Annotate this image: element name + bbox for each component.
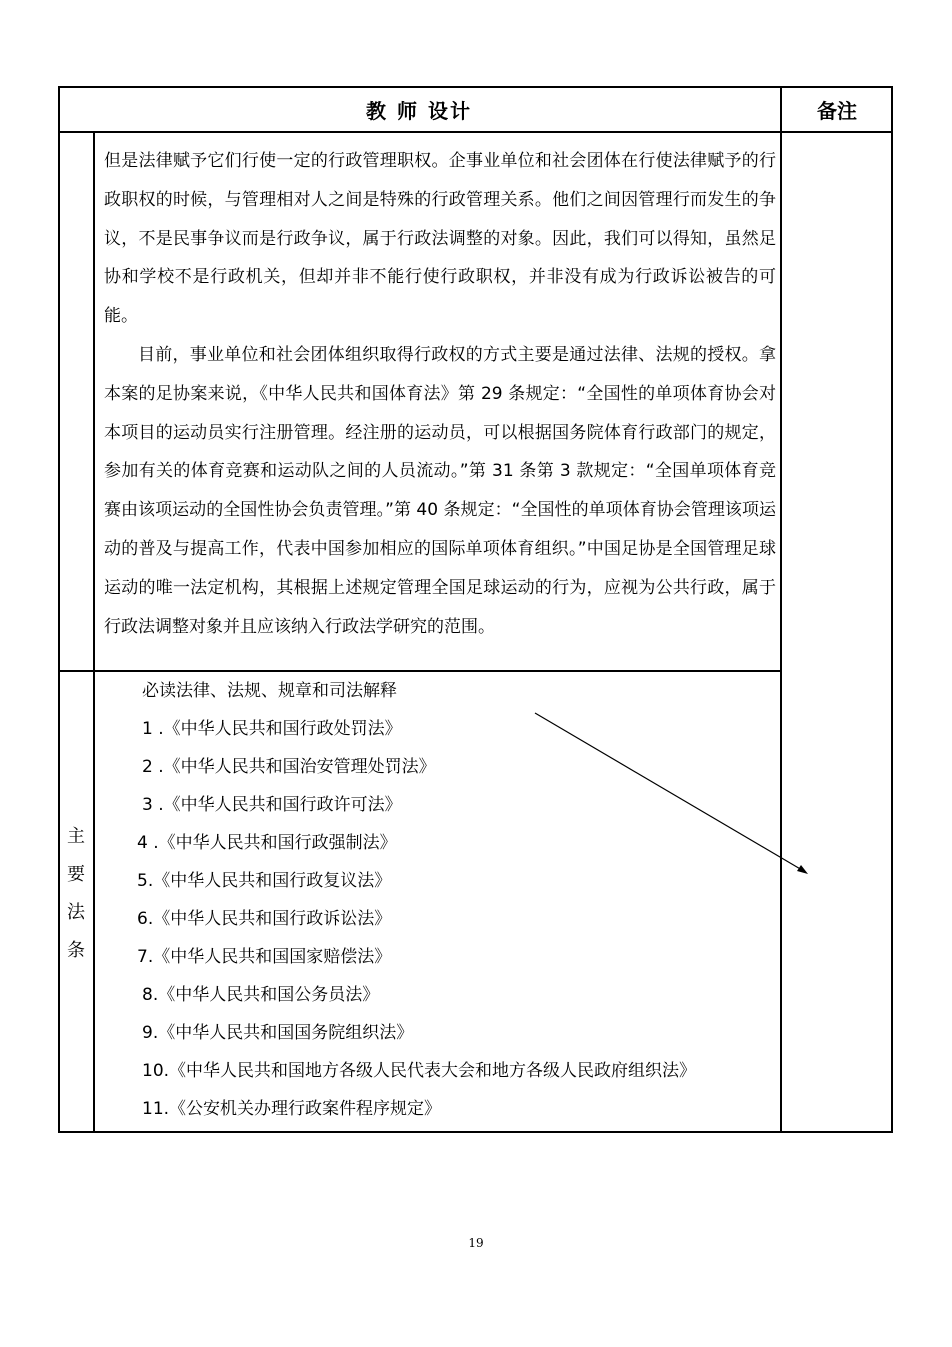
law-item: 6.《中华人民共和国行政诉讼法》 <box>137 909 392 929</box>
label-char: 要 <box>67 864 85 885</box>
law-item: 11.《公安机关办理行政案件程序规定》 <box>142 1099 442 1119</box>
arrow-head-icon <box>797 865 808 874</box>
law-item: 8.《中华人民共和国公务员法》 <box>142 985 380 1005</box>
law-item: 2 .《中华人民共和国治安管理处罚法》 <box>142 757 436 777</box>
law-item: 1 .《中华人民共和国行政处罚法》 <box>142 719 402 739</box>
paragraph-2: 目前，事业单位和社会团体组织取得行政权的方式主要是通过法律、法规的授权。拿本案的足协案来说，《中华人民共和国体育法》第 29 条规定：“全国性的单项体育协会对本项目的运动员实行注册管理。经注册的运动员，可以根据国务院体育行政部门的规定，参加有关的体育竞赛和运动队之间的人员流动。”第 31 条第 3 款规定：“全国单项体育竞赛由该项运动的全国性协会负责管理。”第 40 条规定：“全国性的单项体育协会管理该项运动的普及与提高工作，代表中国参加相应的国际单项体育组织。”中国足协是全国管理足球运动的唯一法定机构，其根据上述规定管理全国足球运动的行为，应视为公共行政，属于行政法调整对象并且应该纳入行政法学研究的范围。 <box>104 344 776 637</box>
paragraph-1: 但是法律赋予它们行使一定的行政管理职权。企事业单位和社会团体在行使法律赋予的行政职权的时候，与管理相对人之间是特殊的行政管理关系。他们之间因管理行而发生的争议，不是民事争议而是行政争议，属于行政法调整的对象。因此，我们可以得知，虽然足协和学校不是行政机关，但却并非不能行使行政职权，并非没有成为行政诉讼被告的可能。 <box>104 151 776 327</box>
law-item: 3 .《中华人民共和国行政许可法》 <box>142 795 402 815</box>
label-char: 主 <box>67 826 85 847</box>
page-number: 19 <box>468 1236 484 1250</box>
label-char: 条 <box>67 940 85 961</box>
header-teacher-design: 教 师 设计 <box>366 98 472 123</box>
law-item: 9.《中华人民共和国国务院组织法》 <box>142 1023 414 1043</box>
law-item: 4 .《中华人民共和国行政强制法》 <box>137 833 397 853</box>
law-item: 5.《中华人民共和国行政复议法》 <box>137 871 392 891</box>
label-char: 法 <box>67 902 85 923</box>
law-item: 10.《中华人民共和国地方各级人民代表大会和地方各级人民政府组织法》 <box>142 1061 697 1081</box>
law-list-heading: 必读法律、法规、规章和司法解释 <box>142 681 397 701</box>
arrow-shaft <box>535 713 802 870</box>
law-item: 7.《中华人民共和国国家赔偿法》 <box>137 947 392 967</box>
header-notes: 备注 <box>817 98 857 123</box>
